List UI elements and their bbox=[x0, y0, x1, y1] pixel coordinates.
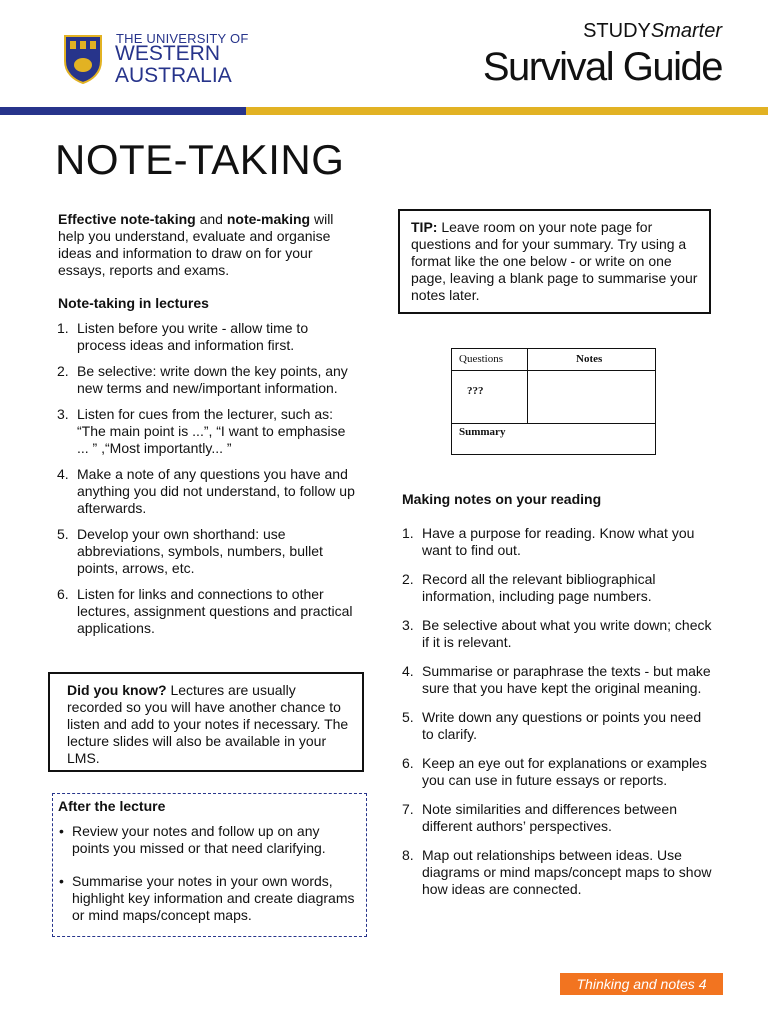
list-item bbox=[402, 663, 712, 697]
list-item bbox=[57, 466, 355, 517]
list-item-text: Have a purpose for reading. Know what you want to find out. bbox=[422, 525, 695, 558]
list-item bbox=[57, 406, 355, 457]
list-item bbox=[57, 363, 355, 397]
list-item bbox=[402, 801, 712, 835]
list-item bbox=[402, 755, 712, 789]
list-item-text: Write down any questions or points you need to clarify. bbox=[422, 709, 702, 742]
brand-study: STUDY bbox=[583, 20, 651, 42]
list-item-text: Note similarities and differences between different authors’ perspectives. bbox=[422, 801, 677, 834]
list-item-text: Listen for links and connections to other lectures, assignment questions and practical applications. bbox=[77, 586, 353, 636]
list-item bbox=[57, 526, 355, 577]
list-item-text: Summarise your notes in your own words, highlight key information and create diagrams or mind maps/concept maps. bbox=[72, 873, 355, 923]
list-item-text: Be selective about what you write down; check if it is relevant. bbox=[422, 617, 712, 650]
after-lecture-list bbox=[58, 823, 360, 924]
list-item-text: Keep an eye out for explanations or examples you can use in future essays or reports. bbox=[422, 755, 707, 788]
tip-box bbox=[398, 209, 711, 314]
list-item bbox=[57, 586, 355, 637]
list-item-text: Record all the relevant bibliographical information, including page numbers. bbox=[422, 571, 656, 604]
list-item-text: Be selective: write down the key points, any new terms and new/important information. bbox=[77, 363, 348, 396]
list-item-number: 4. bbox=[57, 466, 69, 482]
header-bar-blue bbox=[0, 107, 246, 115]
list-item-number: 1. bbox=[57, 320, 69, 336]
list-item-number: 8. bbox=[402, 847, 414, 863]
intro-bold-note-taking: Effective note-taking bbox=[58, 211, 196, 227]
intro-rest: will help you understand, evaluate and organise ideas and information to draw on for your essays, reports and exams. bbox=[58, 211, 334, 278]
bullet-icon: • bbox=[59, 823, 64, 839]
page-title: NOTE-TAKING bbox=[55, 136, 345, 183]
brand-title: Survival Guide bbox=[482, 45, 722, 89]
list-item-number: 4. bbox=[402, 663, 414, 679]
tip-label: TIP: bbox=[411, 219, 438, 235]
lectures-heading: Note-taking in lectures bbox=[58, 295, 209, 311]
note-format-example bbox=[451, 348, 656, 455]
list-item bbox=[57, 320, 355, 354]
list-item-number: 6. bbox=[57, 586, 69, 602]
list-item-number: 3. bbox=[402, 617, 414, 633]
list-item-number: 1. bbox=[402, 525, 414, 541]
did-you-know-text: Lectures are usually recorded so you will have another chance to listen and add to your notes if necessary. The lecture slides will also be available in your LMS. bbox=[67, 682, 349, 766]
list-item bbox=[402, 571, 712, 605]
list-item bbox=[402, 617, 712, 651]
university-name-line1: THE UNIVERSITY OF bbox=[116, 31, 249, 46]
summary-divider bbox=[452, 423, 655, 424]
reading-list bbox=[402, 525, 712, 910]
list-item-text: Summarise or paraphrase the texts - but make sure that you have kept the original meaning. bbox=[422, 663, 711, 696]
list-item-number: 7. bbox=[402, 801, 414, 817]
university-crest-logo bbox=[62, 33, 104, 85]
bullet-icon: • bbox=[59, 873, 64, 889]
list-item-number: 5. bbox=[57, 526, 69, 542]
list-item-number: 2. bbox=[57, 363, 69, 379]
intro-and: and bbox=[195, 211, 227, 227]
list-item-text: Develop your own shorthand: use abbreviations, symbols, numbers, bullet points, arrows, etc. bbox=[77, 526, 323, 576]
header-bar-gold bbox=[246, 107, 768, 115]
university-name-line2: WESTERN bbox=[115, 42, 220, 65]
intro-bold-note-making: note-making bbox=[226, 211, 311, 227]
list-item-text: Map out relationships between ideas. Use diagrams or mind maps/concept maps to show how ideas are connected. bbox=[422, 847, 712, 897]
list-item-text: Review your notes and follow up on any points you missed or that need clarifying. bbox=[72, 823, 326, 856]
did-you-know-box bbox=[48, 672, 364, 772]
brand-series bbox=[583, 20, 722, 42]
after-lecture-heading: After the lecture bbox=[58, 798, 166, 814]
list-item bbox=[58, 823, 360, 857]
lectures-list bbox=[57, 320, 355, 646]
after-lecture-box bbox=[52, 793, 367, 937]
list-item-number: 2. bbox=[402, 571, 414, 587]
summary-label: Summary bbox=[459, 426, 506, 438]
list-item bbox=[58, 873, 360, 924]
question-marks: ??? bbox=[467, 385, 484, 397]
brand-smarter: Smarter bbox=[650, 20, 722, 42]
list-item bbox=[402, 847, 712, 898]
university-name-line3: AUSTRALIA bbox=[115, 64, 232, 87]
tip-text: Leave room on your note page for questions and for your summary. Try using a format like the one below - or write on one page, leaving a blank page to summarise your notes later. bbox=[411, 219, 698, 303]
page-footer-label: Thinking and notes 4 bbox=[560, 973, 723, 995]
list-item-text: Listen before you write - allow time to process ideas and information first. bbox=[77, 320, 309, 353]
list-item-text: Make a note of any questions you have and anything you did not understand, to follow up afterwards. bbox=[77, 466, 355, 516]
list-item bbox=[402, 709, 712, 743]
list-item-text: Listen for cues from the lecturer, such as: “The main point is ...”, “I want to emphasise ... ” ,“Most importantly... ” bbox=[77, 406, 346, 456]
intro-paragraph bbox=[58, 211, 358, 279]
questions-header: Questions bbox=[459, 353, 503, 365]
list-item-number: 6. bbox=[402, 755, 414, 771]
list-item-number: 3. bbox=[57, 406, 69, 422]
reading-heading: Making notes on your reading bbox=[402, 491, 602, 507]
did-you-know-label: Did you know? bbox=[67, 682, 167, 698]
list-item bbox=[402, 525, 712, 559]
notes-header: Notes bbox=[576, 353, 603, 365]
list-item-number: 5. bbox=[402, 709, 414, 725]
header-divider bbox=[452, 370, 655, 371]
